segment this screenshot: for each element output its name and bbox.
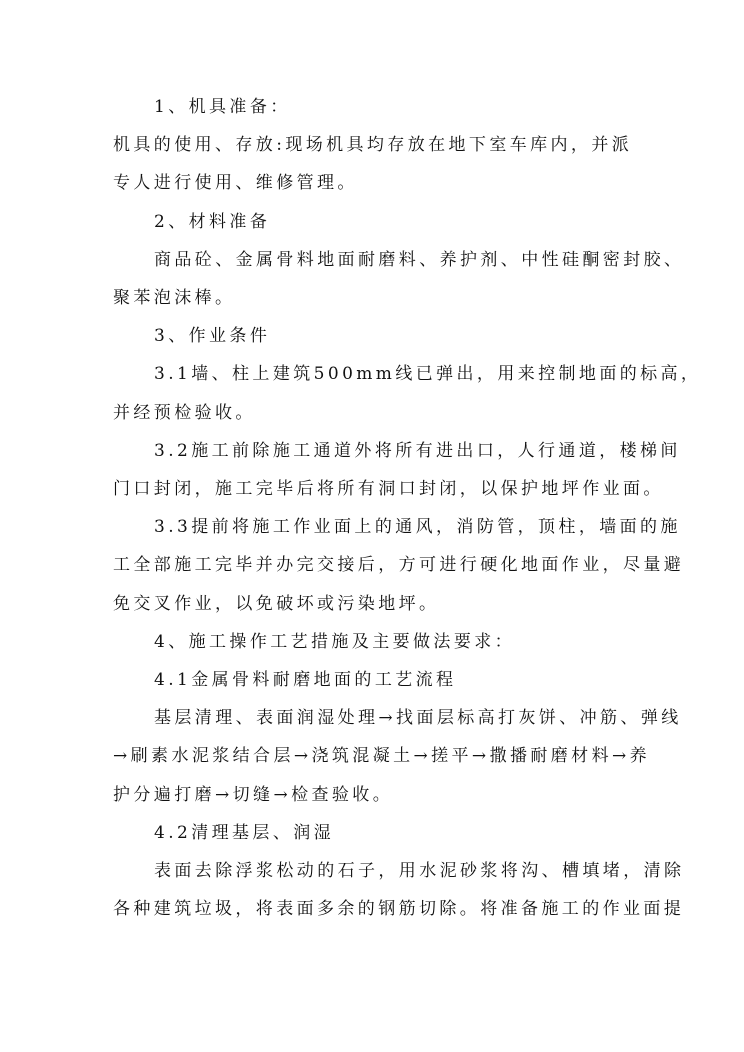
paragraph-line: 3.2施工前除施工通道外将所有进出口，人行通道，楼梯间 [154, 440, 681, 461]
paragraph-line: →刷素水泥浆结合层→浇筑混凝土→搓平→撒播耐磨材料→养 [113, 746, 651, 767]
paragraph-line: 3.3提前将施工作业面上的通风，消防管，顶柱，墙面的施 [154, 517, 681, 538]
paragraph-line: 3、作业条件 [154, 326, 271, 347]
paragraph-line: 专人进行使用、维修管理。 [113, 173, 358, 194]
paragraph-line: 机具的使用、存放:现场机具均存放在地下室车库内，并派 [113, 135, 633, 156]
paragraph-line: 工全部施工完毕并办完交接后，方可进行硬化地面作业，尽量避 [113, 555, 685, 576]
paragraph-line: 4、施工操作工艺措施及主要做法要求： [154, 631, 516, 652]
paragraph-line: 3.1墙、柱上建筑500mm线已弹出，用来控制地面的标高， [154, 364, 702, 385]
paragraph-line: 并经预检验收。 [113, 402, 256, 423]
paragraph-line: 2、材料准备 [154, 211, 271, 232]
paragraph-line: 门口封闭，施工完毕后将所有洞口封闭，以保护地坪作业面。 [113, 479, 664, 500]
document-body [113, 88, 702, 928]
paragraph-line: 免交叉作业，以免破坏或污染地坪。 [113, 593, 440, 614]
paragraph-line: 基层清理、表面润湿处理→找面层标高打灰饼、冲筋、弹线 [154, 708, 682, 729]
paragraph-line: 商品砼、金属骨料地面耐磨料、养护剂、中性硅酮密封胶、 [154, 249, 685, 270]
paragraph-line: 表面去除浮浆松动的石子，用水泥砂浆将沟、槽填堵，清除 [154, 861, 685, 882]
paragraph-line: 1、机具准备： [154, 97, 291, 117]
paragraph-line: 各种建筑垃圾，将表面多余的钢筋切除。将准备施工的作业面提 [113, 899, 685, 920]
paragraph-line: 4.1金属骨料耐磨地面的工艺流程 [154, 670, 457, 691]
paragraph-line: 护分遍打磨→切缝→检查验收。 [113, 784, 394, 805]
paragraph-line: 聚苯泡沫棒。 [113, 288, 236, 309]
paragraph-line: 4.2清理基层、润湿 [154, 822, 335, 843]
